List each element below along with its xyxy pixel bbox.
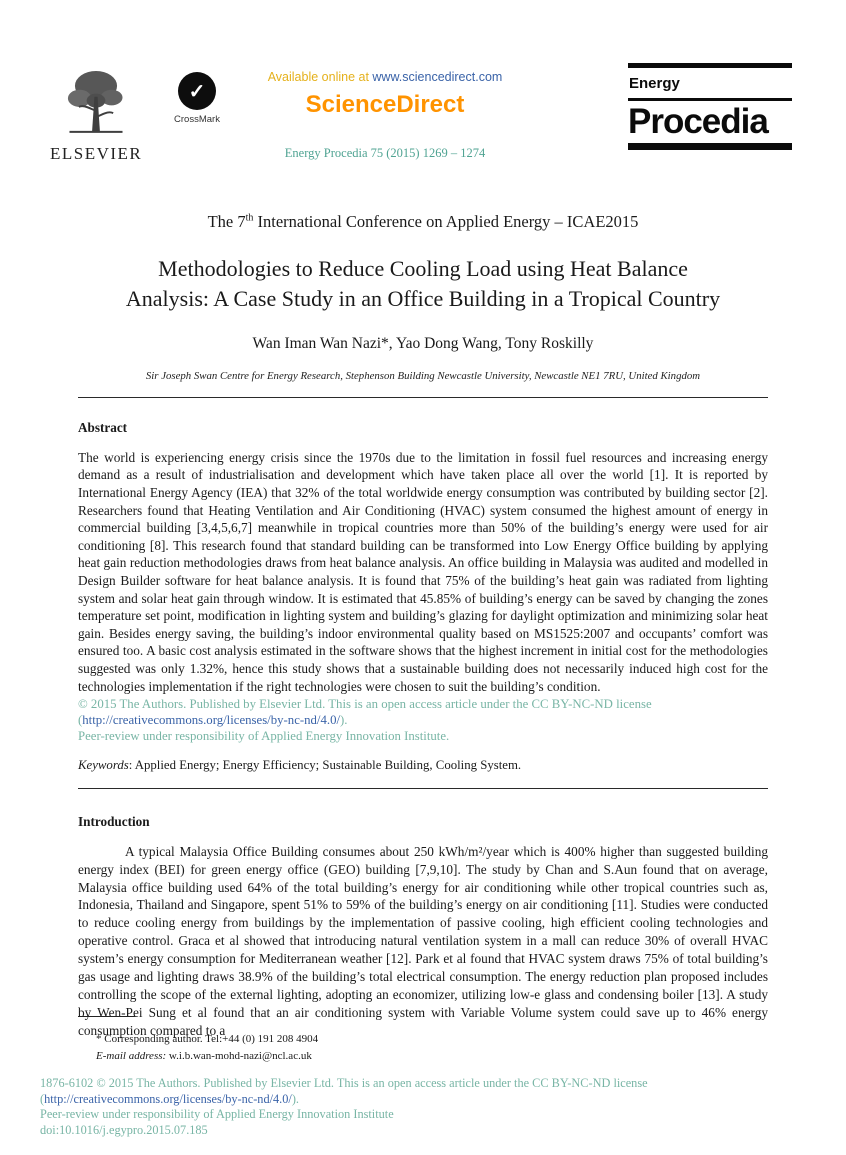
abstract-body: The world is experiencing energy crisis since the 1970s due to the limitation in fossil fuel resources and increasing energy demand as a result of industrialisation and development which have taken place all over the world [1]. It is reported by International Energy Agency (IEA) that 32% of the total worldwide energy consumption was contributed by building sector [2]. Researchers found that Heating Ventilation and Air Conditioning (HVAC) system consumed the highest amount of energy in commercial building [3,4,5,6,7] meanwhile in tropical countries more than 50% of the building’s energy were used for air conditioning [8]. This research found that standard building can be transformed into Low Energy Office building by applying heat gain reduction methodologies draws from heat balance analysis. An office building in Malaysia was audited and modelled in Design Builder software for heat balance analysis. It is found that 75% of the building’s heat gain was radiated from lighting system and solar heat gain through window. It is estimated that 45.85% of building’s energy can be saved by changing the zones temperature set point, modification in lighting system and building’s glazing for daylight optimization and minimizing solar heat gain. Besides energy saving, the building’s indoor environmental quality based on MS1525:2007 and occupants’ comfort was ensured too. A basic cost analysis estimated in the software shows that the highest increment in initial cost for the methodologies suggested was only 1.32%, hence this study shows that a sustainable building does not necessarily induced high cost for the technologies implementation if the right technologies were chosen to suit the building’s condition. <box>78 449 768 694</box>
footer-license-link-line <box>40 1092 780 1108</box>
logo-procedia-label: Procedia <box>628 102 768 141</box>
footer-paren-close: ). <box>291 1091 299 1106</box>
creativecommons-link[interactable]: http://creativecommons.org/licenses/by-nc-nd/4.0/ <box>82 713 341 728</box>
conference-superscript: th <box>245 212 254 224</box>
journal-citation: Energy Procedia 75 (2015) 1269 – 1274 <box>284 146 486 160</box>
divider-top <box>78 397 768 398</box>
available-online-text: Available online at <box>267 70 373 84</box>
footer-paren-open: ( <box>40 1091 45 1106</box>
license-paren-close: ). <box>340 713 348 728</box>
keywords-text: : Applied Energy; Energy Efficiency; Sustainable Building, Cooling System. <box>128 757 522 772</box>
introduction-heading: Introduction <box>78 813 150 829</box>
keywords-label: Keywords <box>78 757 129 772</box>
sciencedirect-header <box>240 70 530 161</box>
issn-copyright-line: 1876-6102 © 2015 The Authors. Published by Elsevier Ltd. This is an open access article under the CC BY-NC-ND license <box>40 1076 648 1090</box>
conference-suffix: International Conference on Applied Energy – ICAE2015 <box>253 212 639 231</box>
conference-title <box>78 212 768 232</box>
elsevier-tree-icon <box>56 64 136 142</box>
page-footer <box>40 1076 780 1139</box>
paper-title-line2: Analysis: A Case Study in an Office Building in a Tropical Country <box>125 286 721 312</box>
keywords-line <box>78 758 768 773</box>
logo-energy-label: Energy <box>629 75 680 92</box>
paper-title-line1: Methodologies to Reduce Cooling Load using Heat Balance <box>158 256 688 281</box>
conference-prefix: The 7 <box>207 212 246 231</box>
footer-creativecommons-link[interactable]: http://creativecommons.org/licenses/by-nc-nd/4.0/ <box>44 1091 292 1106</box>
email-label: E-mail address: <box>96 1049 167 1062</box>
introduction-paragraph: A typical Malaysia Office Building consumes about 250 kWh/m²/year which is 400% higher than suggested building energy index (BEI) for green energy office (GEO) building [7,9,10]. The study by Chan and S.Aun found that on average, Malaysia office building used 64% of the total building’s energy for air conditioning while other tropical countries such as, Indonesia, Thailand and Singapore, spent 51% to 59% of the building’s energy on air conditioning [11]. Studies were conducted to reduce cooling energy from buildings by the implementation of passive cooling, high efficient cooling technologies and operative control. Graca et al showed that introducing natural ventilation system in a mall can reduce 30% of overall HVAC system’s energy consumption for Mediterranean weather [12]. Park et al found that HVAC system draws 75% of total building’s gas usage and lighting draws 38.9% of the building’s total electrical consumption. The energy reduction plan proposed includes controlling the scope of the external lighting, adopting an economizer, utilizing low-e glass and condensing boiler [13]. A study by Wen-Pei Sung et al found that an air conditioning system with Variable Volume system could save up to 46% energy consumption compared to a <box>78 843 768 1038</box>
sciencedirect-url-link[interactable]: www.sciencedirect.com <box>372 70 503 84</box>
email-note <box>78 1048 638 1065</box>
divider-keywords <box>78 788 768 789</box>
license-link-line <box>78 713 768 729</box>
email-address[interactable]: w.i.b.wan-mohd-nazi@ncl.ac.uk <box>166 1049 312 1062</box>
abstract-heading: Abstract <box>78 419 128 435</box>
license-paren-open: ( <box>78 713 83 728</box>
footnote-block <box>78 1016 638 1064</box>
corresponding-author-note: * Corresponding author. Tel:+44 (0) 191 208 4904 <box>96 1033 319 1045</box>
energy-procedia-logo <box>628 63 792 150</box>
crossmark-label: CrossMark <box>174 114 220 125</box>
peer-review-line: Peer-review under responsibility of Applied Energy Innovation Institute. <box>78 728 450 743</box>
abstract-license-block <box>78 697 768 745</box>
crossmark-icon: ✓ <box>178 72 216 110</box>
paper-title <box>78 254 768 315</box>
elsevier-wordmark: ELSEVIER <box>50 144 143 163</box>
elsevier-logo[interactable] <box>50 64 142 164</box>
doi-line: doi:10.1016/j.egypro.2015.07.185 <box>40 1123 208 1138</box>
logo-bottom-bar <box>628 143 792 150</box>
available-online-line <box>240 70 530 84</box>
authors-line: Wan Iman Wan Nazi*, Yao Dong Wang, Tony Roskilly <box>252 334 594 352</box>
article-content <box>78 208 768 1039</box>
sciencedirect-logo[interactable]: ScienceDirect <box>305 91 465 118</box>
footnote-divider <box>78 1016 135 1017</box>
logo-top-bar <box>628 63 792 68</box>
affiliation-line: Sir Joseph Swan Centre for Energy Research, Stephenson Building Newcastle University, Newcastle NE1 7RU, United Kingdom <box>145 369 701 382</box>
footer-peer-review-line: Peer-review under responsibility of Applied Energy Innovation Institute <box>40 1107 394 1122</box>
crossmark-badge[interactable] <box>170 72 224 125</box>
logo-middle-bar <box>628 98 792 101</box>
license-line: © 2015 The Authors. Published by Elsevier Ltd. This is an open access article under the CC BY-NC-ND license <box>78 697 652 712</box>
